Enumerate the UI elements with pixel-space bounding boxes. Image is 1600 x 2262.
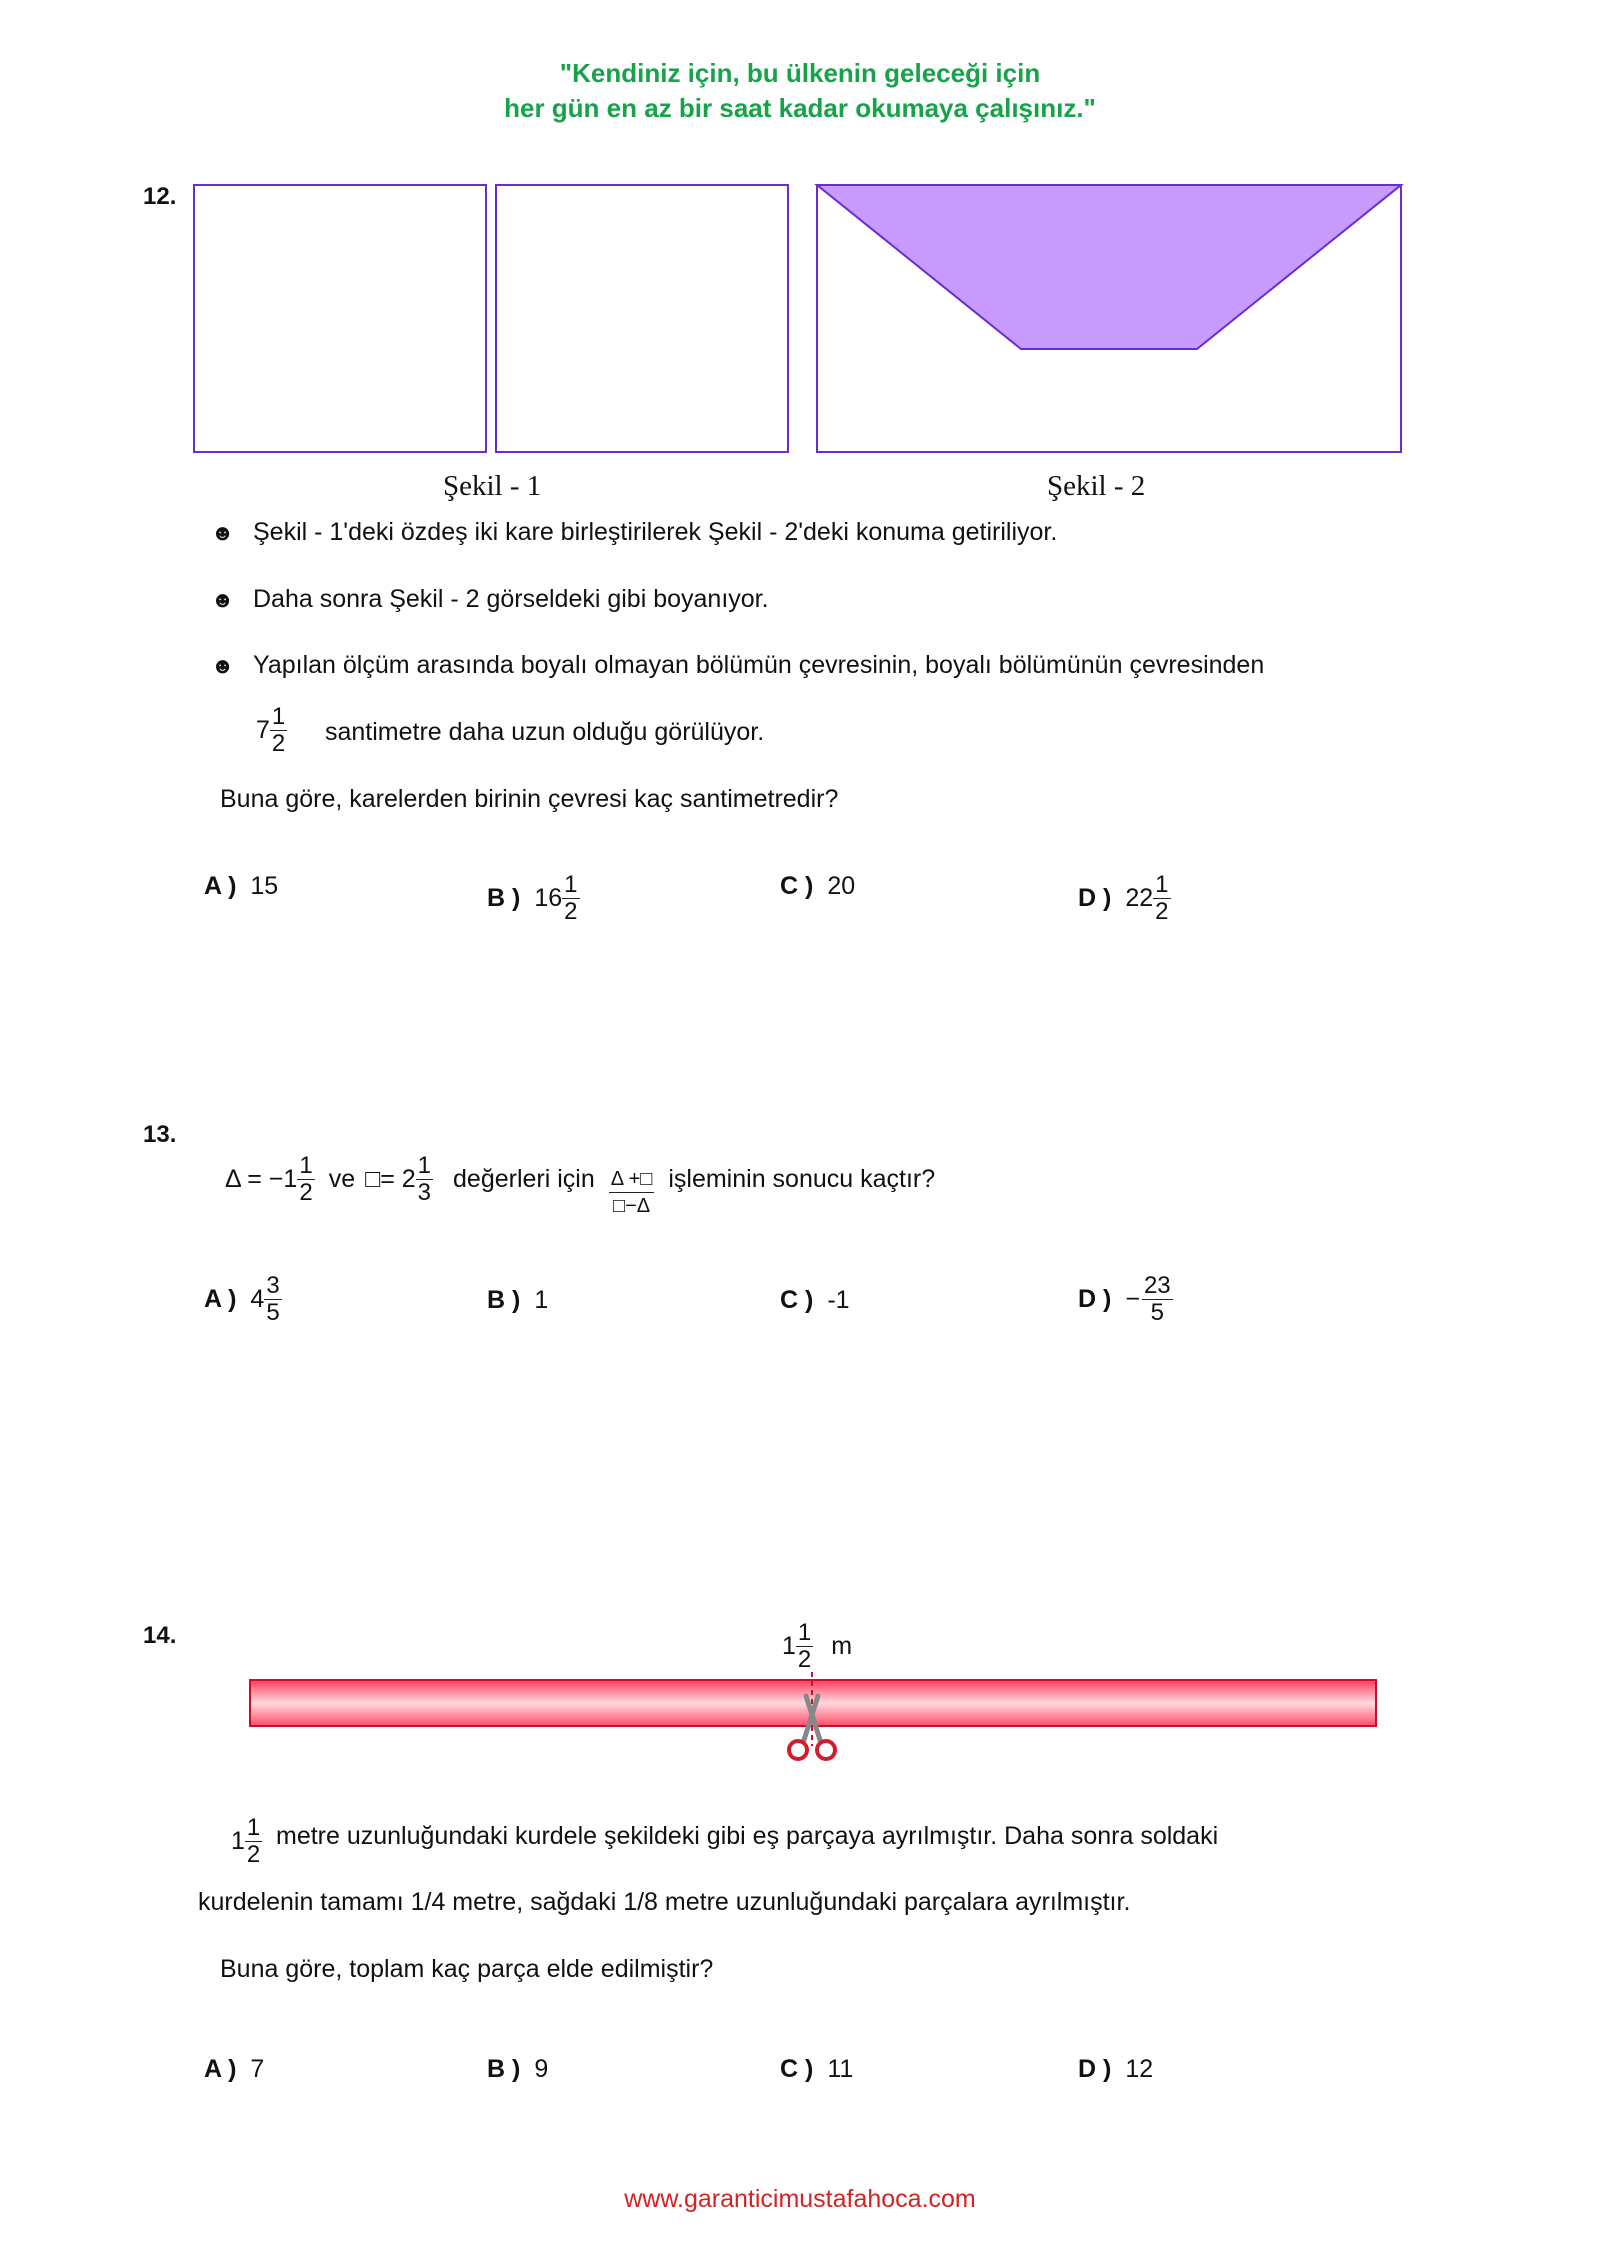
numerator: 1 [564,871,578,898]
q14-text-line-1: metre uzunluğundaki kurdele şekildeki gibi eş parçaya ayrılmıştır. Daha sonra soldaki [276,1822,1219,1850]
option-letter: D ) [1078,2055,1112,2083]
q13-option-b[interactable] [487,1286,548,1315]
fraction [562,872,579,925]
q12-option-b[interactable] [487,872,580,925]
option-letter: C ) [780,2055,814,2083]
q14-option-d[interactable] [1078,2055,1153,2084]
q12-question: Buna göre, karelerden birinin çevresi kaç santimetredir? [220,785,839,813]
option-letter: A ) [204,872,237,900]
numerator: 3 [266,1272,280,1299]
denominator: 5 [266,1299,280,1326]
option-whole: 22 [1125,884,1154,912]
smiley-bullet-icon: ☻ [211,587,235,612]
numerator: 1 [417,1152,432,1179]
denominator: 2 [1155,898,1169,925]
numerator: 1 [797,1619,812,1646]
option-letter: A ) [204,1285,237,1313]
q14-text-line-2: kurdelenin tamamı 1/4 metre, sağdaki 1/8 metre uzunluğundaki parçalara ayrılmıştır. [198,1888,1131,1916]
question-end-text: işleminin sonucu kaçtır? [668,1165,936,1193]
denominator: 2 [797,1646,812,1673]
q12-figure [0,0,1600,480]
q13-statement [225,1140,935,1219]
option-whole: 16 [534,884,563,912]
figure2-label: Şekil - 2 [1047,470,1146,502]
option-letter: B ) [487,884,521,912]
footer-url[interactable]: www.garanticimustafahoca.com [624,2185,976,2213]
fraction [245,1815,262,1868]
option-value: 9 [534,2055,549,2083]
conjunction: ve [328,1165,356,1193]
option-value: 11 [827,2055,854,2083]
smiley-bullet-icon: ☻ [211,653,235,678]
question-number-13: 13. [143,1121,177,1148]
option-value: 1 [534,1286,549,1314]
denominator: 2 [271,730,286,757]
numerator: Δ +□ [609,1166,655,1193]
q13-option-c[interactable] [780,1286,850,1315]
denominator: 2 [246,1841,261,1868]
triangle-value: Δ = −1 [225,1165,298,1193]
mixed-whole: 7 [256,716,270,744]
q14-option-b[interactable] [487,2055,548,2084]
quote-line-1: "Kendiniz için, bu ülkenin geleceği için [559,58,1041,88]
option-letter: C ) [780,872,814,900]
q12-bullet-3-continued: santimetre daha uzun olduğu görülüyor. [325,718,765,746]
fraction [270,704,287,757]
q12-bullet-2: Daha sonra Şekil - 2 görseldeki gibi boyanıyor. [253,585,769,613]
fraction [796,1620,813,1673]
denominator: 5 [1150,1299,1164,1326]
ribbon-length-label [782,1620,852,1673]
q13-option-d[interactable] [1078,1273,1173,1326]
option-letter: B ) [487,2055,521,2083]
fraction [264,1273,281,1326]
numerator: 1 [1155,871,1169,898]
mixed-whole: 1 [782,1632,796,1660]
denominator: 2 [564,898,578,925]
option-letter: D ) [1078,884,1112,912]
option-letter: D ) [1078,1285,1112,1313]
q12-bullet-1: Şekil - 1'deki özdeş iki kare birleştirilerek Şekil - 2'deki konuma getiriliyor. [253,518,1058,546]
q14-mixed-number [231,1815,262,1868]
q12-option-d[interactable] [1078,872,1171,925]
ribbon-figure [0,1670,1600,1790]
q12-bullet-3: Yapılan ölçüm arasında boyalı olmayan bölümün çevresinin, boyalı bölümünün çevresinden [253,651,1265,679]
denominator: □−Δ [612,1195,651,1217]
question-number-12: 12. [143,183,177,210]
option-value: 7 [250,2055,265,2083]
quote-line-2: her gün en az bir saat kadar okumaya çalışınız." [504,93,1096,123]
question-number-14: 14. [143,1622,177,1649]
option-value: -1 [827,1286,850,1314]
figure1-label: Şekil - 1 [443,470,542,502]
option-value: 12 [1125,2055,1154,2083]
mixed-whole: 1 [231,1827,245,1855]
q13-option-a[interactable] [204,1273,282,1326]
q12-option-c[interactable] [780,872,855,901]
numerator: 1 [246,1814,261,1841]
figure1-square-left [194,185,486,452]
option-whole: 4 [250,1285,265,1313]
unit: m [831,1632,853,1660]
q14-option-c[interactable] [780,2055,853,2084]
q12-mixed-number [256,704,287,757]
values-for-text: değerleri için [453,1165,595,1193]
numerator: 1 [271,703,286,730]
figure2-shaded-region [817,185,1401,349]
smiley-bullet-icon: ☻ [211,520,235,545]
fraction [1153,872,1170,925]
numerator: 23 [1143,1272,1171,1299]
q14-option-a[interactable] [204,2055,264,2084]
square-value: □= 2 [365,1165,416,1193]
q12-option-a[interactable] [204,872,278,901]
expression-fraction [609,1166,655,1219]
option-value: 15 [250,872,279,900]
fraction [297,1153,314,1206]
option-letter: A ) [204,2055,237,2083]
option-value: 20 [827,872,856,900]
numerator: 1 [299,1152,313,1179]
figure1-square-right [496,185,788,452]
option-sign: − [1125,1285,1140,1313]
denominator: 2 [299,1179,313,1206]
denominator: 3 [417,1179,432,1206]
option-letter: C ) [780,1286,814,1314]
fraction [1142,1273,1173,1326]
q14-question: Buna göre, toplam kaç parça elde edilmiştir? [220,1955,714,1983]
option-letter: B ) [487,1286,521,1314]
fraction [416,1153,433,1206]
